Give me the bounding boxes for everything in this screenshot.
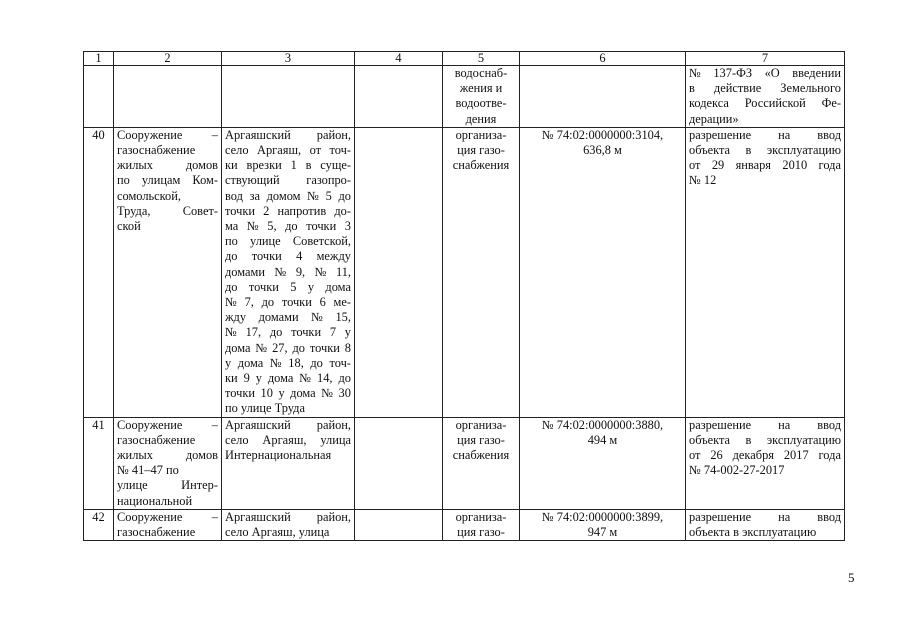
cell-line: организа- [455, 417, 507, 432]
owner-cell [443, 509, 520, 540]
cell-line: село Аргаяш, улица [225, 432, 351, 447]
cell-line: вод за домом № 5 до [225, 188, 351, 203]
cell-line: организа- [455, 509, 507, 524]
cell-line: газоснабжение [117, 432, 196, 447]
cell-line: до точки 4 между [225, 249, 351, 264]
page-number: 5 [848, 570, 855, 585]
address-cell [222, 66, 355, 128]
header-cell: 2 [114, 52, 222, 66]
header-row [84, 52, 845, 66]
cell-line: от 29 января 2010 года [689, 158, 841, 173]
cell-line: № 137-ФЗ «О введении [689, 66, 841, 80]
cell-line: Интернациональная [225, 448, 332, 463]
cell-line: Сооружение – [117, 509, 218, 524]
header-cell: 7 [686, 52, 845, 66]
address-cell [222, 127, 355, 417]
header-cell: 6 [520, 52, 686, 66]
cell-line: № 7, до точки 6 ме- [225, 295, 351, 310]
basis-cell [686, 417, 845, 509]
cell-line: дома № 27, до точки 8 [225, 340, 351, 355]
address-cell [222, 417, 355, 509]
registry-table [83, 51, 845, 541]
basis-cell [686, 509, 845, 540]
column-4-cell [355, 417, 443, 509]
table-row [84, 509, 845, 540]
cell-line: снабжения [452, 448, 510, 463]
object-name-cell [114, 66, 222, 128]
cell-line: ствующий газопро- [225, 173, 351, 188]
cell-line: село Аргаяш, от точ- [225, 143, 351, 158]
cell-line: водоснаб- [454, 66, 508, 80]
cell-line: по улицам Ком- [117, 173, 218, 188]
object-name-cell [114, 509, 222, 540]
cell-line: ция газо- [457, 525, 505, 540]
cell-line: разрешение на ввод [689, 127, 841, 142]
cadastral-cell [520, 127, 686, 417]
cell-line: № 17, до точки 7 у [225, 325, 351, 340]
row-number-cell: 42 [84, 509, 114, 540]
cell-line: в действие Земельного [689, 81, 841, 96]
cell-line: дерации» [689, 111, 739, 126]
table-row [84, 66, 845, 128]
cell-line: № 74:02:0000000:3104, [541, 127, 664, 142]
cell-line: газоснабжение [117, 143, 196, 158]
table-row [84, 127, 845, 417]
cell-line: национальной [117, 493, 193, 508]
cell-line: разрешение на ввод [689, 509, 841, 524]
cell-line: село Аргаяш, улица [225, 525, 330, 540]
cell-line: Труда, Совет- [117, 203, 218, 218]
cell-line: у дома № 18, до точ- [225, 355, 351, 370]
cell-line: 947 м [587, 525, 618, 540]
cell-line: объекта в эксплуатацию [689, 432, 841, 447]
cell-line: 494 м [587, 432, 618, 447]
cell-line: ция газо- [457, 143, 505, 158]
cell-line: Аргаяшский район, [225, 509, 351, 524]
basis-cell [686, 127, 845, 417]
cell-line: жения и [459, 81, 503, 96]
cell-line: жилых домов [117, 158, 218, 173]
address-cell [222, 509, 355, 540]
object-name-cell [114, 417, 222, 509]
cell-line: 636,8 м [583, 143, 622, 158]
owner-cell [443, 66, 520, 128]
cell-line: разрешение на ввод [689, 417, 841, 432]
cell-line: Сооружение – [117, 417, 218, 432]
header-cell: 5 [443, 52, 520, 66]
cell-line: водоотве- [455, 96, 507, 111]
cell-line: ция газо- [457, 432, 505, 447]
column-4-cell [355, 127, 443, 417]
cell-line: № 41–47 по [117, 463, 179, 478]
cell-line: объекта в эксплуатацию [689, 525, 817, 540]
cell-line: Сооружение – [117, 127, 218, 142]
cell-line: № 74-002-27-2017 [689, 463, 785, 478]
cell-line: № 74:02:0000000:3880, [541, 417, 664, 432]
row-number-cell: 40 [84, 127, 114, 417]
object-name-cell [114, 127, 222, 417]
cell-line: снабжения [452, 158, 510, 173]
column-4-cell [355, 66, 443, 128]
cell-line: дения [465, 111, 497, 126]
cadastral-cell [520, 509, 686, 540]
cell-line: сомольской, [117, 188, 181, 203]
cell-line: по улице Советской, [225, 234, 351, 249]
cell-line: газоснабжение [117, 525, 196, 540]
cell-line: № 74:02:0000000:3899, [541, 509, 664, 524]
header-cell: 4 [355, 52, 443, 66]
cell-line: Аргаяшский район, [225, 127, 351, 142]
basis-cell [686, 66, 845, 128]
cadastral-cell [520, 66, 686, 128]
row-number-cell: 41 [84, 417, 114, 509]
cell-line: точки 2 напротив до- [225, 203, 351, 218]
cell-line: кодекса Российской Фе- [689, 96, 841, 111]
owner-cell [443, 417, 520, 509]
cell-line: организа- [455, 127, 507, 142]
cell-line: жилых домов [117, 448, 218, 463]
cell-line: домами № 9, № 11, [225, 264, 351, 279]
owner-cell [443, 127, 520, 417]
row-number-cell [84, 66, 114, 128]
column-4-cell [355, 509, 443, 540]
cell-line: объекта в эксплуатацию [689, 143, 841, 158]
cell-line: № 12 [689, 173, 717, 188]
cell-line: ма № 5, до точки 3 [225, 219, 351, 234]
cell-line: по улице Труда [225, 401, 305, 416]
cell-line: улице Интер- [117, 478, 218, 493]
cell-line: ской [117, 219, 141, 234]
header-cell: 3 [222, 52, 355, 66]
cell-line: Аргаяшский район, [225, 417, 351, 432]
cell-line: до точки 5 у дома [225, 279, 351, 294]
cell-line: ки врезки 1 в суще- [225, 158, 351, 173]
header-cell: 1 [84, 52, 114, 66]
cadastral-cell [520, 417, 686, 509]
cell-line: от 26 декабря 2017 года [689, 448, 841, 463]
cell-line: ки 9 у дома № 14, до [225, 371, 351, 386]
cell-line: точки 10 у дома № 30 [225, 386, 351, 401]
cell-line: жду домами № 15, [225, 310, 351, 325]
table-row [84, 417, 845, 509]
